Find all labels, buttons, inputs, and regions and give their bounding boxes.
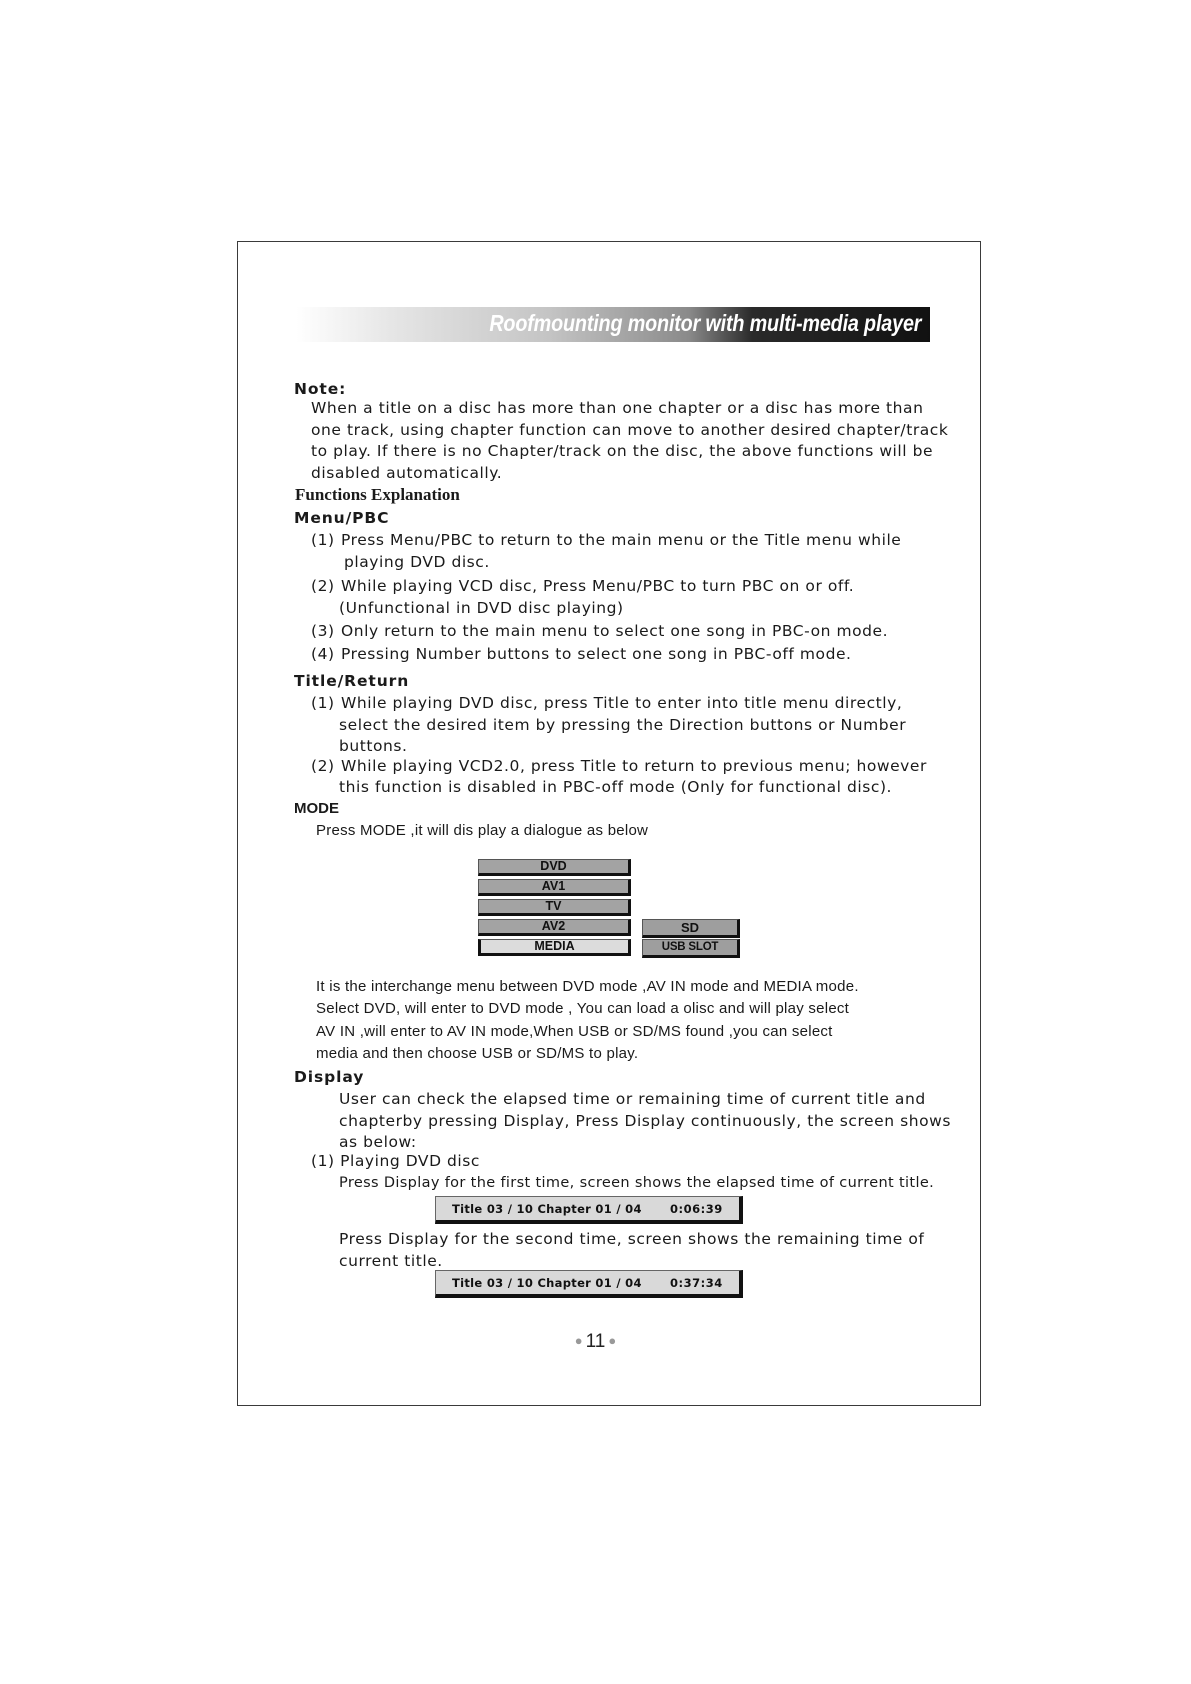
display-bar-time: 0:37:34 <box>670 1276 723 1290</box>
page-number <box>0 1331 1191 1353</box>
list-number: (1) <box>311 531 335 549</box>
list-item: Press Menu/PBC to return to the main menu or the Title menu while <box>341 531 902 549</box>
list-number: (2) <box>311 577 335 595</box>
display-intro: User can check the elapsed time or remaining time of current title and <box>339 1090 926 1108</box>
list-number: (4) <box>311 645 335 663</box>
list-item: playing DVD disc. <box>344 553 490 571</box>
mode-intro: Press MODE ,it will dis play a dialogue as below <box>316 822 649 839</box>
mode-description: media and then choose USB or SD/MS to play. <box>316 1045 639 1062</box>
display-intro: as below: <box>339 1133 417 1151</box>
mode-heading: MODE <box>294 800 339 817</box>
mode-description: Select DVD, will enter to DVD mode , You can load a olisc and will play select <box>316 1000 850 1017</box>
list-item: While playing VCD2.0, press Title to return to previous menu; however <box>341 757 927 775</box>
banner-title: Roofmounting monitor with multi-media player <box>489 310 921 336</box>
mode-item-dvd[interactable]: DVD <box>478 859 631 876</box>
case-label: (1) Playing DVD disc <box>311 1152 480 1170</box>
note-line: one track, using chapter function can move to another desired chapter/track <box>311 421 949 439</box>
list-item: While playing VCD disc, Press Menu/PBC to turn PBC on or off. <box>341 577 855 595</box>
header-banner <box>296 307 930 342</box>
functions-heading: Functions Explanation <box>295 485 460 504</box>
title-return-heading: Title/Return <box>294 672 410 690</box>
dot-icon: ● <box>608 1333 617 1348</box>
page-number-value: 11 <box>585 1331 606 1352</box>
display-bar-time: 0:06:39 <box>670 1202 723 1216</box>
note-heading: Note: <box>294 380 347 398</box>
list-number: (3) <box>311 622 335 640</box>
display-bar-remaining <box>435 1270 743 1298</box>
list-item: Pressing Number buttons to select one song in PBC-off mode. <box>341 645 852 663</box>
dot-icon: ● <box>574 1333 583 1348</box>
display-bar-elapsed <box>435 1196 743 1224</box>
list-item: Only return to the main menu to select one song in PBC-on mode. <box>341 622 889 640</box>
second-press-text: current title. <box>339 1252 443 1270</box>
list-item: select the desired item by pressing the Direction buttons or Number <box>339 716 907 734</box>
list-item: buttons. <box>339 737 408 755</box>
display-bar-info: Title 03 / 10 Chapter 01 / 04 <box>452 1276 642 1290</box>
media-item-usb-slot[interactable]: USB SLOT <box>642 939 740 958</box>
mode-item-media[interactable]: MEDIA <box>478 939 631 956</box>
note-line: to play. If there is no Chapter/track on the disc, the above functions will be <box>311 442 934 460</box>
list-item: While playing DVD disc, press Title to enter into title menu directly, <box>341 694 903 712</box>
mode-description: It is the interchange menu between DVD mode ,AV IN mode and MEDIA mode. <box>316 978 859 995</box>
first-press-text: Press Display for the first time, screen shows the elapsed time of current title. <box>339 1175 935 1191</box>
display-bar-info: Title 03 / 10 Chapter 01 / 04 <box>452 1202 642 1216</box>
menu-pbc-heading: Menu/PBC <box>294 509 390 527</box>
mode-item-av2[interactable]: AV2 <box>478 919 631 936</box>
second-press-text: Press Display for the second time, screen shows the remaining time of <box>339 1230 925 1248</box>
mode-description: AV IN ,will enter to AV IN mode,When USB or SD/MS found ,you can select <box>316 1023 833 1040</box>
display-heading: Display <box>294 1068 365 1086</box>
list-item: this function is disabled in PBC-off mode (Only for functional disc). <box>339 778 893 796</box>
media-item-sd[interactable]: SD <box>642 919 740 938</box>
list-number: (2) <box>311 757 335 775</box>
display-intro: chapterby pressing Display, Press Display continuously, the screen shows <box>339 1112 951 1130</box>
mode-item-av1[interactable]: AV1 <box>478 879 631 896</box>
list-item: (Unfunctional in DVD disc playing) <box>339 599 624 617</box>
list-number: (1) <box>311 694 335 712</box>
mode-item-tv[interactable]: TV <box>478 899 631 916</box>
note-line: disabled automatically. <box>311 464 503 482</box>
note-line: When a title on a disc has more than one chapter or a disc has more than <box>311 399 924 417</box>
